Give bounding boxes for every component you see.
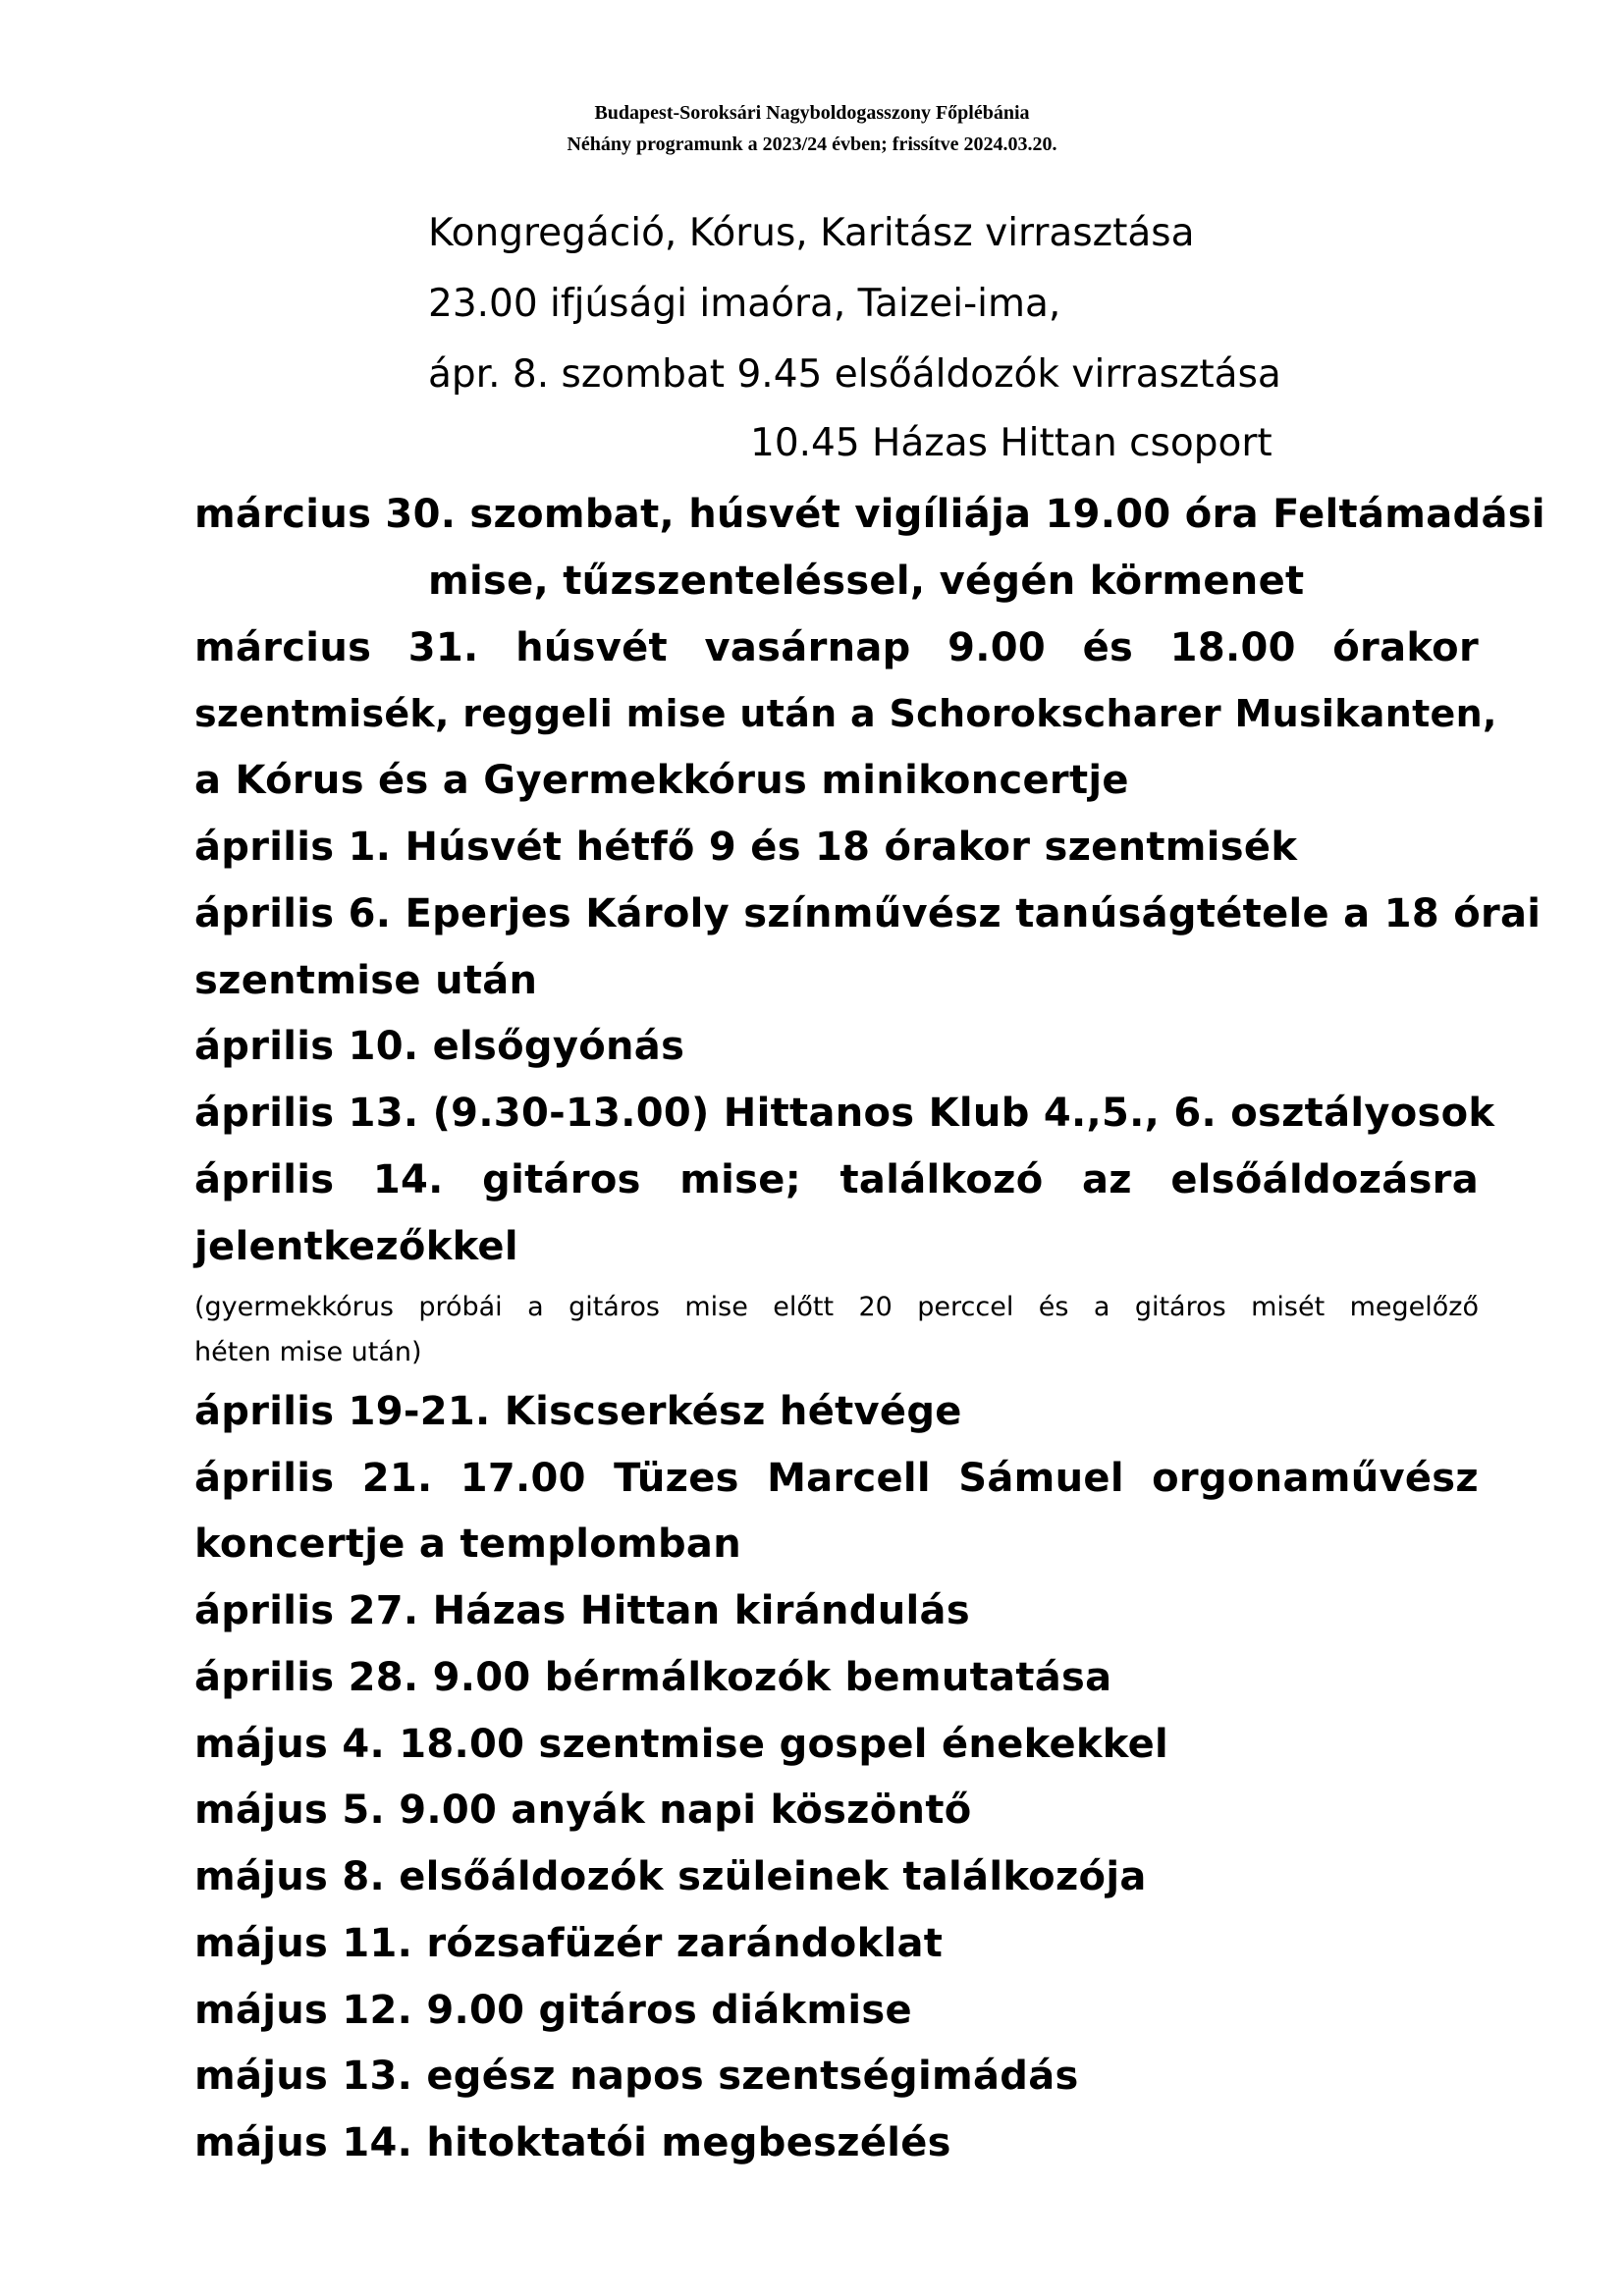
program-entry: március 31. húsvét vasárnap 9.00 és 18.00 órakor (194, 625, 1479, 670)
parish-title: Budapest-Soroksári Nagyboldogasszony Főplébánia (594, 102, 1030, 124)
program-entry: május 4. 18.00 szentmise gospel énekekkel (194, 1722, 1169, 1767)
program-entry: április 14. gitáros mise; találkozó az elsőáldozásra (194, 1157, 1479, 1202)
program-entry: szentmise után (194, 958, 538, 1003)
program-note: (gyermekkórus próbái a gitáros mise előtt 20 perccel és a gitáros misét megelőző (194, 1292, 1479, 1322)
program-entry: április 27. Házas Hittan kirándulás (194, 1588, 970, 1633)
intro-line: 23.00 ifjúsági imaóra, Taizei-ima, (428, 282, 1061, 326)
intro-line: 10.45 Házas Hittan csoport (750, 421, 1272, 465)
program-entry: szentmisék, reggeli mise után a Schorokscharer Musikanten, (194, 692, 1497, 735)
intro-line: ápr. 8. szombat 9.45 elsőáldozók virrasztása (428, 352, 1281, 397)
program-entry: április 21. 17.00 Tüzes Marcell Sámuel orgonaművész (194, 1456, 1479, 1501)
program-entry: április 13. (9.30-13.00) Hittanos Klub 4.,5., 6. osztályosok (194, 1091, 1495, 1136)
program-entry: április 10. elsőgyónás (194, 1024, 685, 1069)
program-entry: május 14. hitoktatói megbeszélés (194, 2120, 951, 2165)
program-entry: május 12. 9.00 gitáros diákmise (194, 1988, 912, 2033)
program-entry: május 13. egész napos szentségimádás (194, 2054, 1079, 2099)
program-entry: május 5. 9.00 anyák napi köszöntő (194, 1788, 972, 1833)
program-entry: a Kórus és a Gyermekkórus minikoncertje (194, 758, 1129, 803)
document-subtitle: Néhány programunk a 2023/24 évben; frissítve 2024.03.20. (567, 133, 1057, 155)
program-entry: mise, tűzszenteléssel, végén körmenet (428, 559, 1305, 604)
program-entry: május 11. rózsafüzér zarándoklat (194, 1921, 944, 1966)
program-entry: koncertje a templomban (194, 1522, 741, 1567)
program-entry: április 1. Húsvét hétfő 9 és 18 órakor szentmisék (194, 825, 1298, 870)
program-entry: jelentkezőkkel (194, 1224, 518, 1269)
program-entry: május 8. elsőáldozók szüleinek találkozója (194, 1854, 1147, 1899)
program-note: héten mise után) (194, 1337, 422, 1367)
program-entry: április 19-21. Kiscserkész hétvége (194, 1389, 962, 1434)
program-entry: március 30. szombat, húsvét vigíliája 19.00 óra Feltámadási (194, 492, 1545, 537)
program-entry: április 6. Eperjes Károly színművész tanúságtétele a 18 órai (194, 891, 1542, 936)
intro-line: Kongregáció, Kórus, Karitász virrasztása (428, 211, 1195, 255)
program-entry: április 28. 9.00 bérmálkozók bemutatása (194, 1655, 1112, 1700)
